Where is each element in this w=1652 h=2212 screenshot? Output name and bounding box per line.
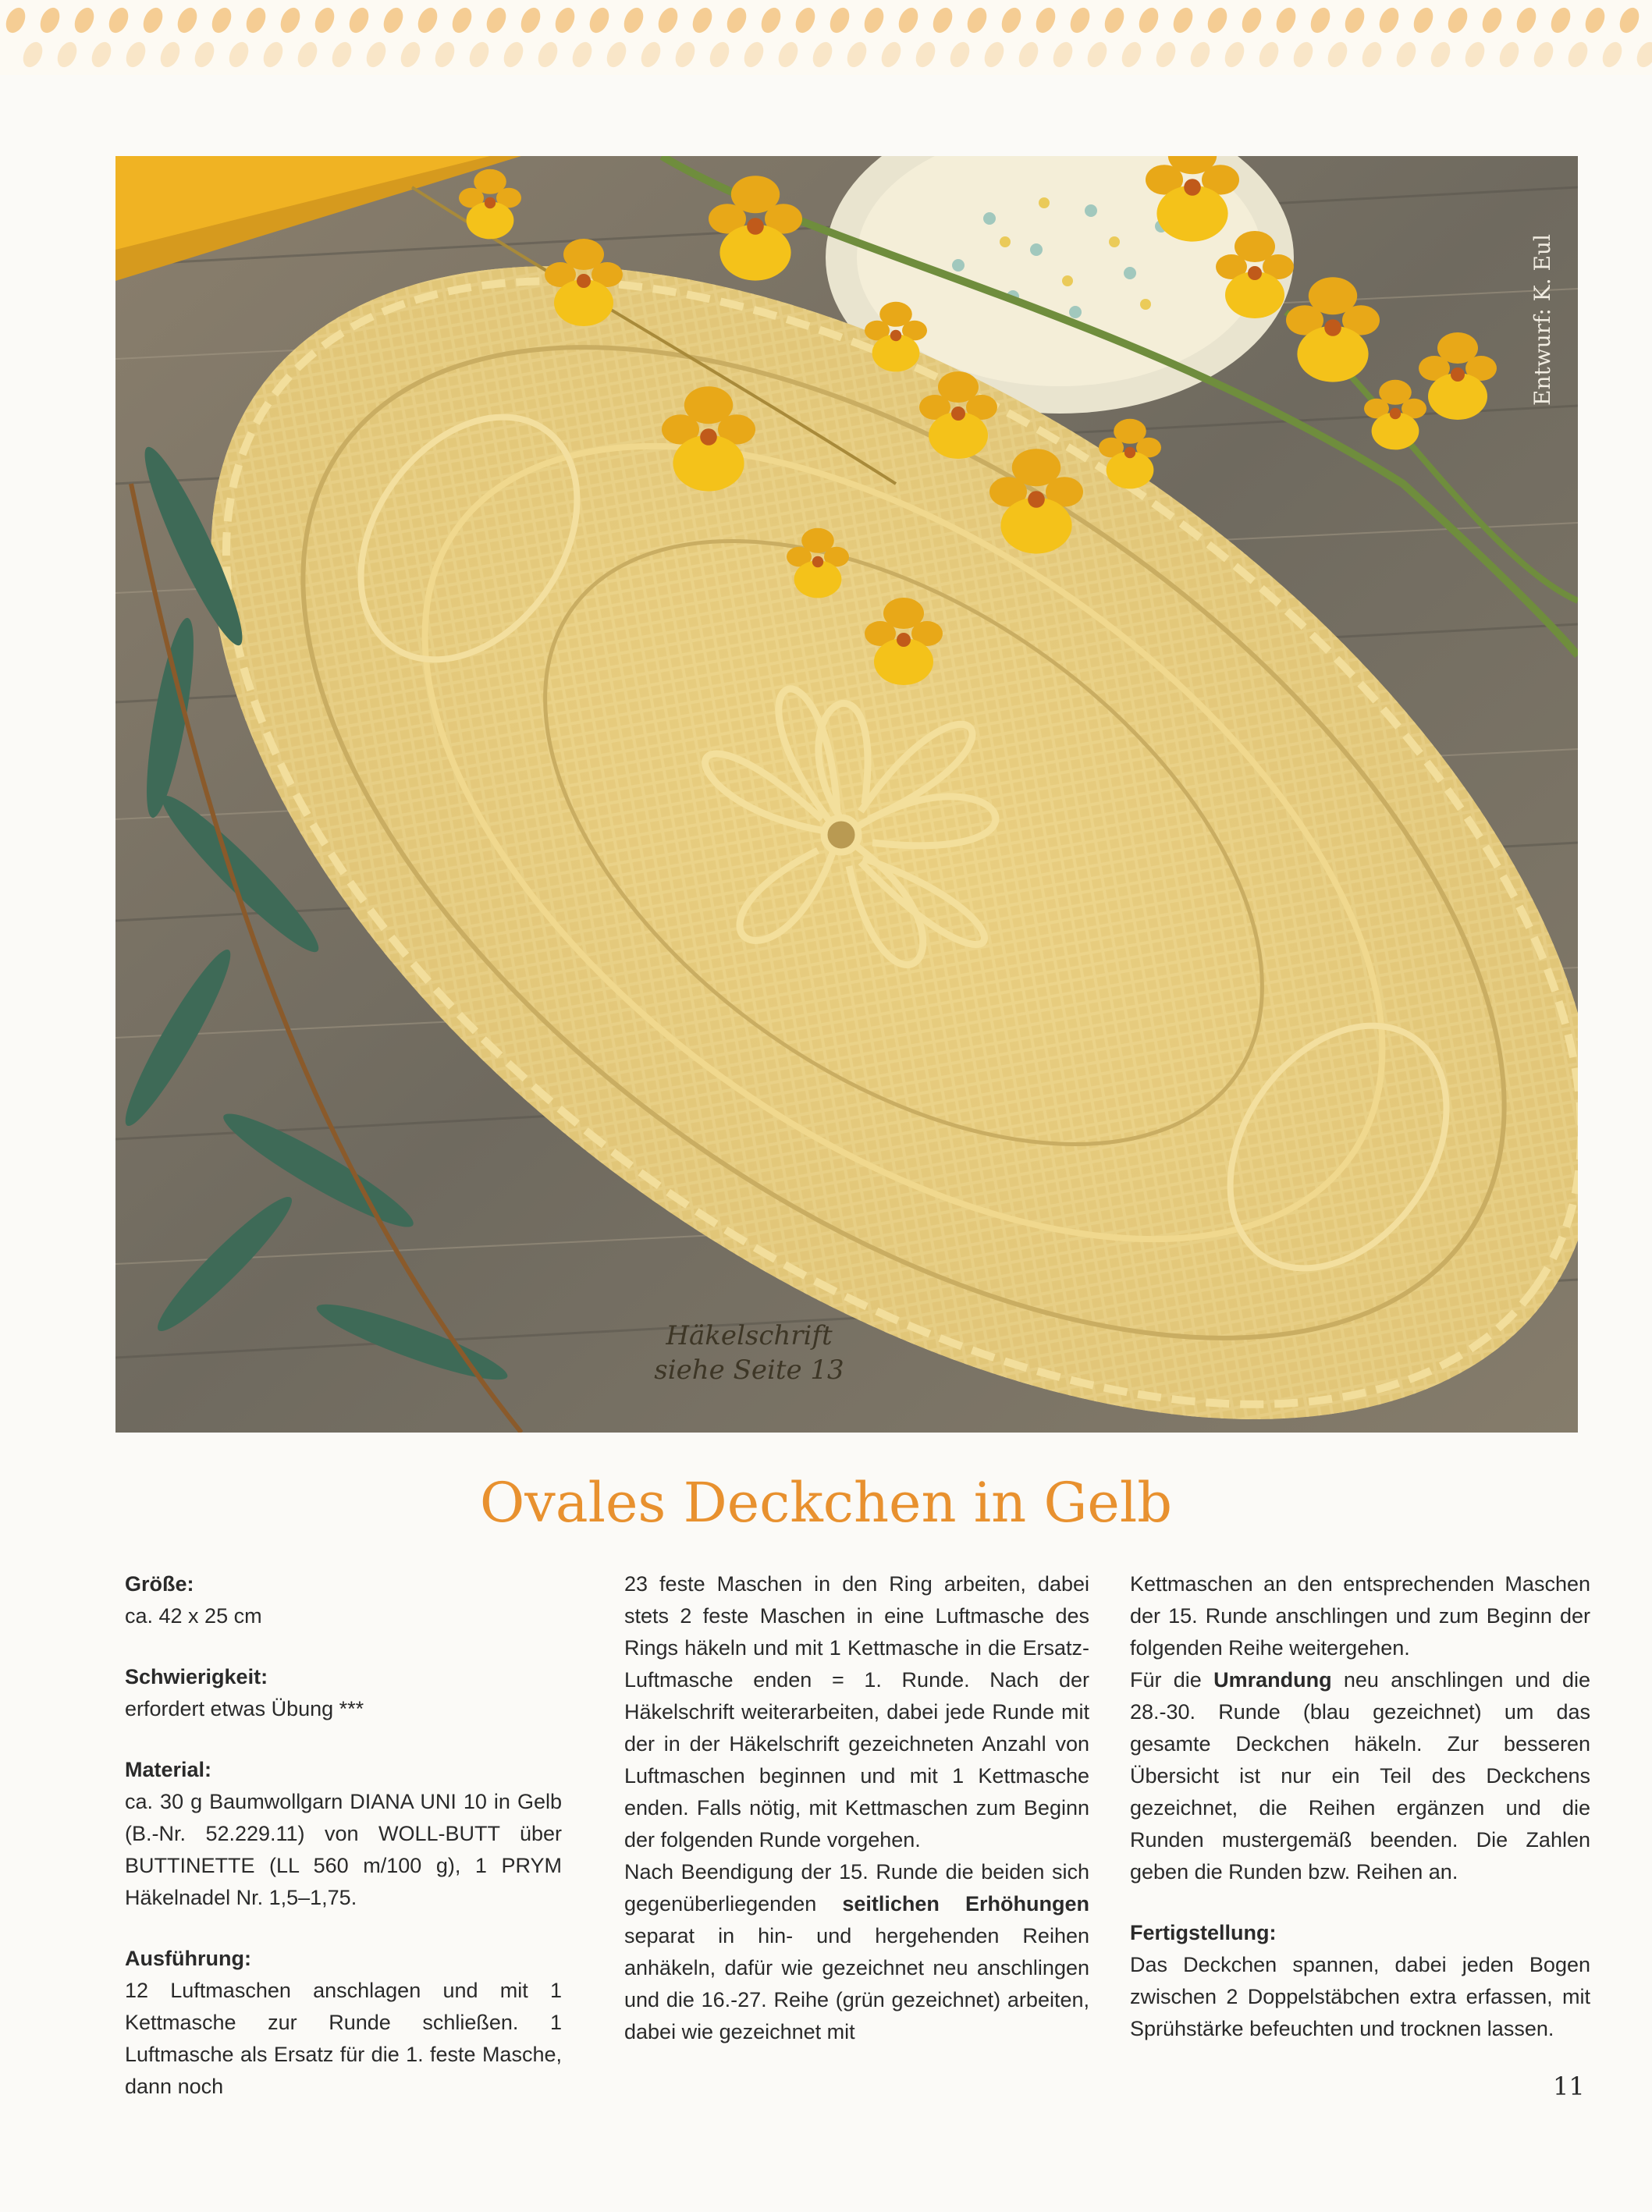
side-elevations-term: seitlichen Erhöhungen (842, 1892, 1090, 1916)
border-term: Umrandung (1213, 1668, 1332, 1692)
instructions-paragraph-4-start: Für die (1130, 1668, 1214, 1692)
difficulty-text: erfordert etwas Übung *** (125, 1697, 364, 1720)
instructions-paragraph-2 (624, 1856, 1089, 2048)
material-heading: Material: (125, 1758, 212, 1781)
material-text: ca. 30 g Baumwollgarn DIANA UNI 10 in Gelb (B.-Nr. 52.229.11) von WOLL-BUTT über BUTTINETTE (LL 560 m/100 g), 1 PRYM Häkelnadel Nr. 1,5–1,75. (125, 1790, 562, 1909)
chart-reference-caption (640, 1319, 858, 1387)
text-column-1 (125, 1568, 562, 2103)
finishing-text: Das Deckchen spannen, dabei jeden Bogen zwischen 2 Doppelstäbchen extra erfassen, mit Sprühstärke befeuchten und trocknen lassen. (1130, 1953, 1590, 2040)
instructions-paragraph-4 (1130, 1664, 1590, 1888)
text-column-2 (624, 1568, 1089, 2048)
execution-heading: Ausführung: (125, 1947, 251, 1970)
instructions-paragraph-2-start: Nach Beendigung der 15. Runde die beiden sich gegenüberliegenden (624, 1860, 1089, 1916)
doily-photo (115, 156, 1578, 1433)
article-title: Ovales Deckchen in Gelb (479, 1471, 1173, 1535)
caption-line-2: siehe Seite 13 (654, 1355, 844, 1386)
design-credit: Entwurf: K. Eul (1529, 234, 1555, 406)
instructions-paragraph-1: 23 feste Maschen in den Ring arbeiten, dabei stets 2 feste Maschen in eine Luftmasche des Rings häkeln und mit 1 Kettmasche in die Ersatz-Luftmasche enden = 1. Runde. Nach der Häkelschrift weiterarbeiten, dabei jede Runde mit der in der Häkelschrift gezeichneten Anzahl von Luftmaschen beginnen und mit 1 Kettmasche enden. Falls nötig, mit Kettmaschen zum Beginn der folgenden Runde vorgehen. (624, 1572, 1089, 1852)
decorative-header-band (0, 0, 1652, 75)
size-text: ca. 42 x 25 cm (125, 1604, 262, 1628)
instructions-paragraph-2-end: separat in hin- und hergehenden Reihen anhäkeln, dafür wie gezeichnet neu anschlingen und die 16.-27. Reihe (grün gezeichnet) arbeiten, dabei wie gezeichnet mit (624, 1924, 1089, 2043)
instructions-paragraph-4-end: neu anschlingen und die 28.-30. Runde (blau gezeichnet) um das gesamte Deckchen häkeln. Zur besseren Übersicht ist nur ein Teil des Deckchens gezeichnet, die Reihen ergänzen und die Runden mustergemäß beenden. Die Zahlen geben die Runden bzw. Reihen an. (1130, 1668, 1590, 1884)
difficulty-heading: Schwierigkeit: (125, 1665, 268, 1688)
text-column-3 (1130, 1568, 1590, 2045)
execution-text: 12 Luftmaschen anschlagen und mit 1 Kettmasche zur Runde schließen. 1 Luftmasche als Ersatz für die 1. feste Masche, dann noch (125, 1979, 562, 2098)
finishing-heading: Fertigstellung: (1130, 1921, 1277, 1944)
size-heading: Größe: (125, 1572, 194, 1596)
page-number: 11 (1553, 2072, 1585, 2101)
caption-line-1: Häkelschrift (666, 1320, 833, 1351)
instructions-paragraph-3: Kettmaschen an den entsprechenden Maschen der 15. Runde anschlingen und zum Beginn der folgenden Reihe weitergehen. (1130, 1572, 1590, 1660)
